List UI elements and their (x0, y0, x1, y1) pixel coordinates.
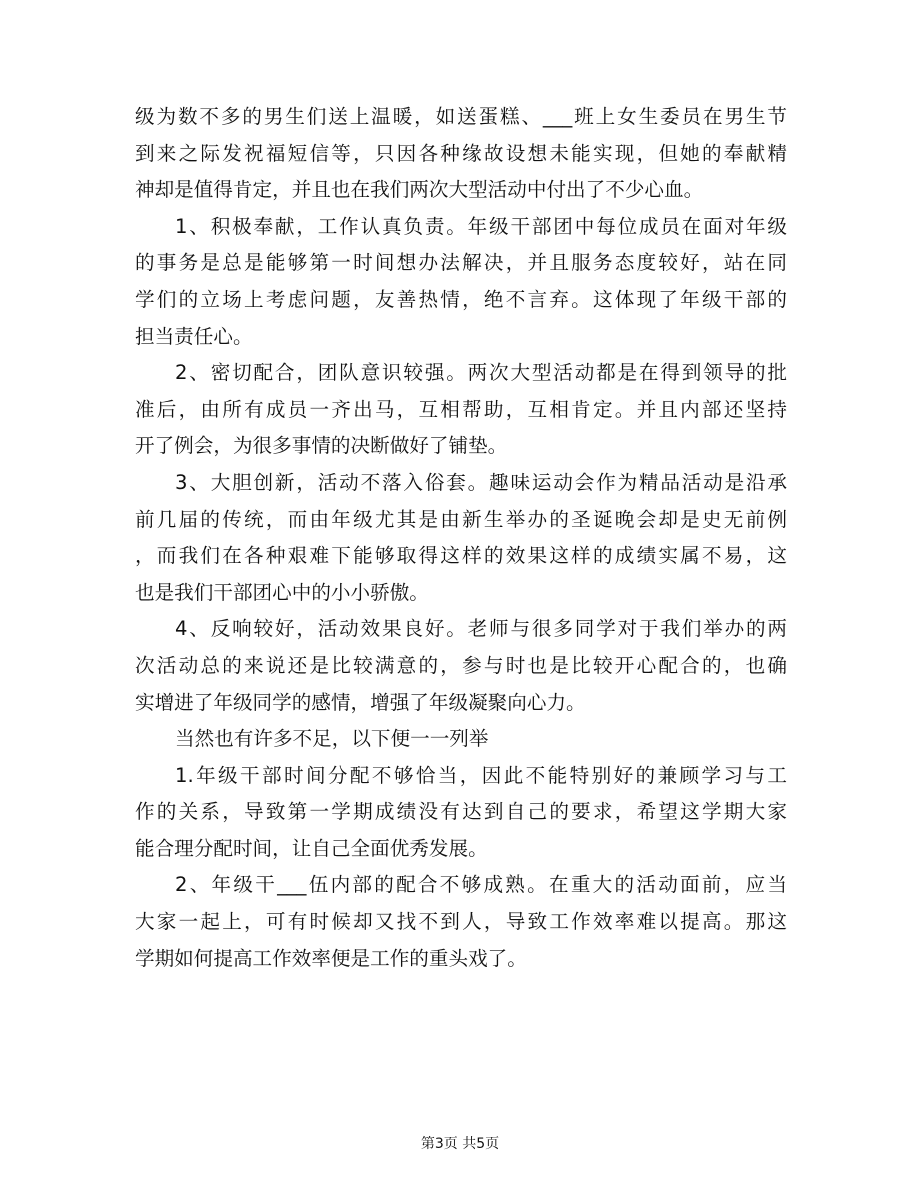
paragraph-1-start: 1、积极奉献，工作认真负责。年级干部团中每位成员在面对年级 (175, 214, 787, 238)
paragraph-3-start: 3、大胆创新，活动不落入俗套。趣味运动会作为精品活动是沿承 (175, 470, 787, 494)
text-line: 到来之际发祝福短信等，只因各种缘故设想未能实现，但她的奉献精 (135, 141, 787, 165)
text-line: 实增进了年级同学的感情，增强了年级凝聚向心力。 (135, 690, 586, 714)
text-line: 也是我们干部团心中的小小骄傲。 (135, 580, 429, 604)
text-line: 级为数不多的男生们送上温暖，如送蛋糕、___班上女生委员在男生节 (135, 105, 787, 128)
text-line: 开了例会，为很多事情的决断做好了铺垫。 (135, 434, 508, 458)
shortcoming-1-start: 1.年级干部时间分配不够恰当，因此不能特别好的兼顾学习与工 (175, 763, 787, 787)
text-line: 能合理分配时间，让自己全面优秀发展。 (135, 836, 488, 860)
text-line: 次活动总的来说还是比较满意的，参与时也是比较开心配合的，也确 (135, 653, 787, 677)
text-line: ，而我们在各种艰难下能够取得这样的效果这样的成绩实属不易，这 (135, 544, 787, 568)
text-line: 前几届的传统，而由年级尤其是由新生举办的圣诞晚会却是史无前例 (135, 507, 787, 531)
text-line: 担当责任心。 (135, 324, 253, 348)
shortcomings-intro: 当然也有许多不足，以下便一一列举 (175, 727, 489, 751)
text-line: 学们的立场上考虑问题，友善热情，绝不言弃。这体现了年级干部的 (135, 287, 787, 311)
text-line: 神却是值得肯定，并且也在我们两次大型活动中付出了不少心血。 (135, 178, 704, 202)
text-line: 作的关系，导致第一学期成绩没有达到自己的要求，希望这学期大家 (135, 800, 787, 824)
body-text (135, 99, 787, 977)
text-line: 学期如何提高工作效率便是工作的重头戏了。 (135, 946, 527, 970)
text-line: 的事务是总是能够第一时间想办法解决，并且服务态度较好，站在同 (135, 251, 787, 275)
page-number-footer: 第3页 共5页 (420, 1136, 500, 1152)
shortcoming-2-start: 2、年级干___伍内部的配合不够成熟。在重大的活动面前，应当 (175, 873, 787, 897)
text-line: 准后，由所有成员一齐出马，互相帮助，互相肯定。并且内部还坚持 (135, 397, 787, 421)
paragraph-2-start: 2、密切配合，团队意识较强。两次大型活动都是在得到领导的批 (175, 361, 787, 385)
text-line: 大家一起上，可有时候却又找不到人，导致工作效率难以提高。那这 (135, 910, 787, 934)
paragraph-4-start: 4、反响较好，活动效果良好。老师与很多同学对于我们举办的两 (175, 617, 787, 641)
